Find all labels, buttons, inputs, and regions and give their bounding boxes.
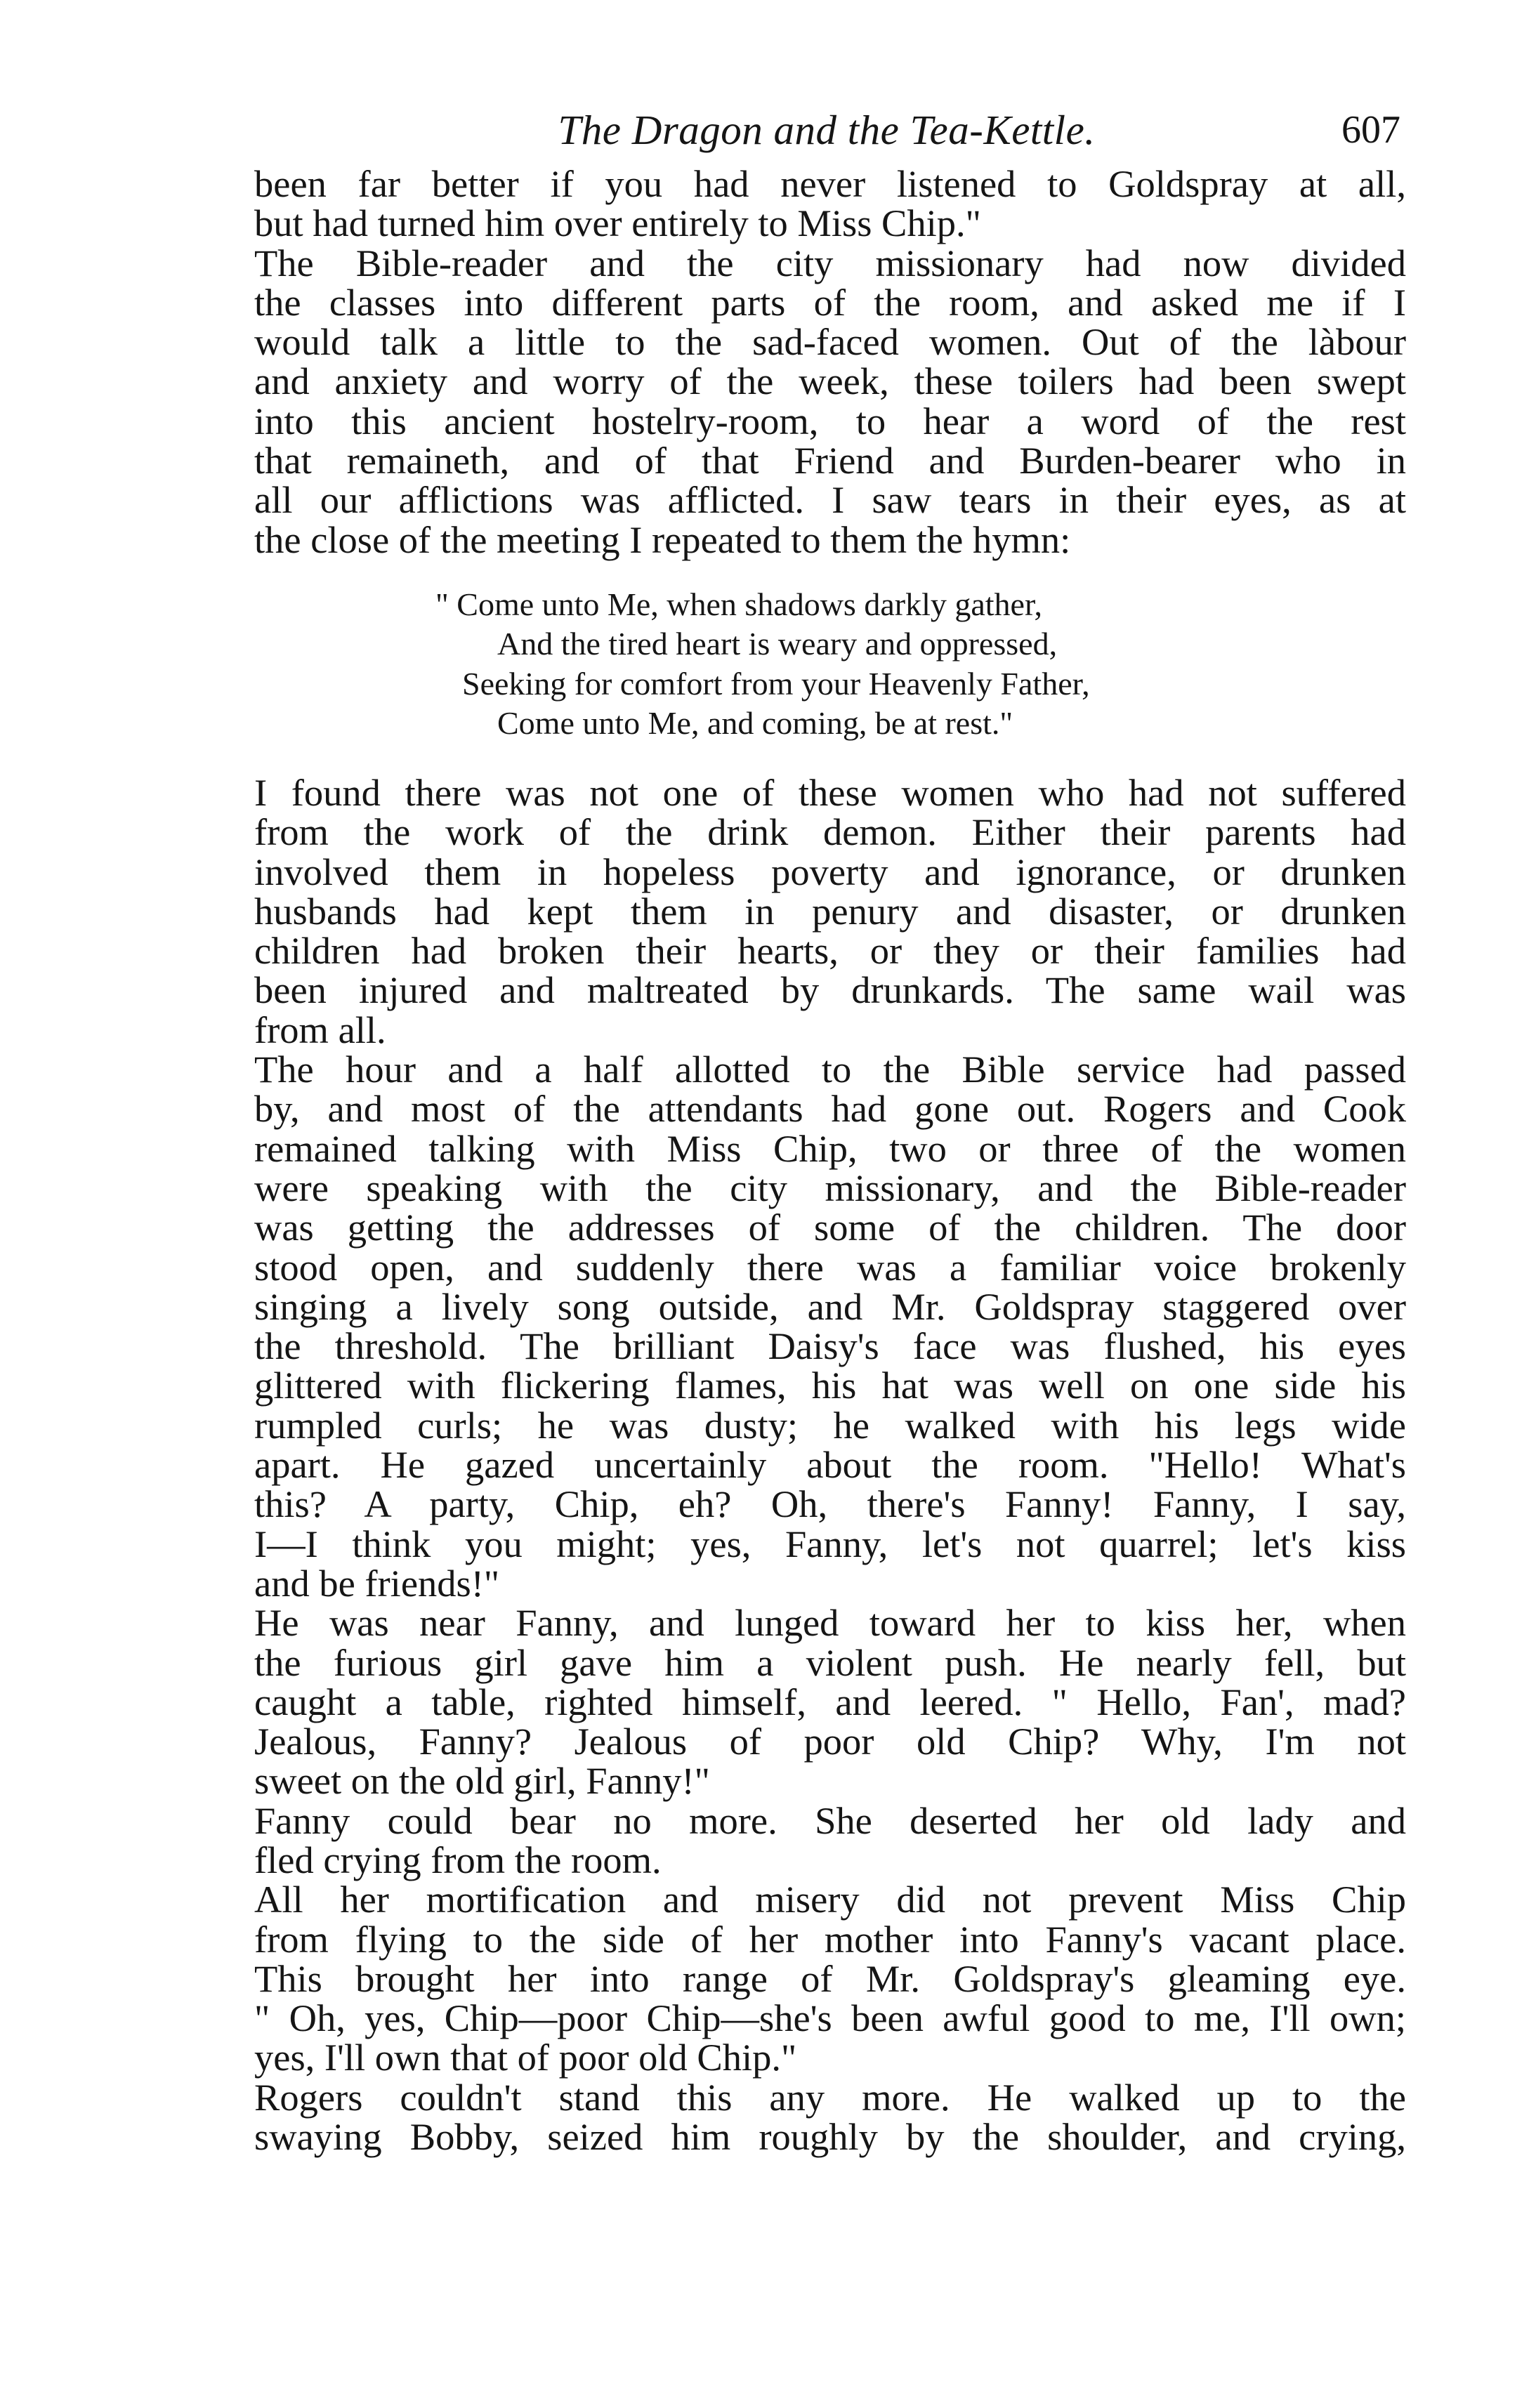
text-line: Fanny could bear no more. She deserted her old lady and [254,1798,1406,1842]
text-line: sweet on the old girl, Fanny!" [254,1759,710,1803]
text-line: was getting the addresses of some of the children. The door [254,1206,1406,1249]
text-line: The hour and a half allotted to the Bible service had passed [254,1048,1406,1091]
text-line: children had broken their hearts, or they or their families had [254,929,1406,973]
paragraph [254,1050,1406,1603]
text-line: involved them in hopeless poverty and ignorance, or drunken [254,850,1406,893]
running-title: The Dragon and the Tea-Kettle. [558,107,1096,153]
text-line: by, and most of the attendants had gone out. Rogers and Cook [254,1087,1406,1131]
paragraph [254,164,1406,244]
text-line: and anxiety and worry of the week, these toilers had been swept [254,360,1406,403]
text-line: from all. [254,1008,386,1051]
page-number: 607 [1341,108,1400,152]
text-line: apart. He gazed uncertainly about the room. "Hello! What's [254,1443,1406,1487]
text-line: singing a lively song outside, and Mr. Goldspray staggered over [254,1284,1406,1328]
text-line: husbands had kept them in penury and disaster, or drunken [254,889,1406,933]
text-line: " Oh, yes, Chip—poor Chip—she's been awful good to me, I'll own; [254,1996,1406,2040]
text-line: from the work of the drink demon. Either their parents had [254,810,1406,854]
text-line: Jealous, Fanny? Jealous of poor old Chip? Why, I'm not [254,1720,1406,1763]
text-line: the furious girl gave him a violent push. He nearly fell, but [254,1640,1406,1684]
text-line: been far better if you had never listened to Goldspray at all, [254,162,1406,205]
text-line: were speaking with the city missionary, and the Bible-reader [254,1166,1406,1209]
text-line: the classes into different parts of the room, and asked me if I [254,280,1406,324]
text-line: remained talking with Miss Chip, two or three of the women [254,1126,1406,1170]
text-line: and be friends!" [254,1561,500,1605]
text-line: that remaineth, and of that Friend and Burden-bearer who in [254,439,1406,482]
text-line: from flying to the side of her mother into Fanny's vacant place. [254,1917,1406,1961]
text-line: glittered with flickering flames, his hat was well on one side his [254,1364,1406,1407]
hymn-quote [254,585,1406,744]
text-line: the close of the meeting I repeated to them the hymn: [254,518,1071,561]
page-header [254,105,1406,164]
paragraph [254,1880,1406,2077]
text-line: into this ancient hostelry-room, to hear a word of the rest [254,399,1406,442]
hymn-line: Come unto Me, and coming, be at rest." [497,705,1013,742]
text-line: I found there was not one of these women who had not suffered [254,770,1406,814]
text-line: all our afflictions was afflicted. I saw tears in their eyes, as at [254,478,1406,522]
paragraph [254,1798,1406,1881]
text-line: rumpled curls; he was dusty; he walked with his legs wide [254,1403,1406,1447]
hymn-line: " Come unto Me, when shadows darkly gather, [435,586,1042,622]
text-line: yes, I'll own that of poor old Chip." [254,2036,797,2079]
text-line: Rogers couldn't stand this any more. He walked up to the [254,2075,1406,2119]
paragraph [254,2075,1406,2159]
text-line: fled crying from the room. [254,1838,662,1881]
text-line: the threshold. The brilliant Daisy's face was flushed, his eyes [254,1324,1406,1368]
text-line: but had turned him over entirely to Miss Chip." [254,202,981,245]
text-line: been injured and maltreated by drunkards. The same wail was [254,968,1406,1012]
hymn-line: And the tired heart is weary and oppressed, [497,626,1058,662]
text-line: this? A party, Chip, eh? Oh, there's Fanny! Fanny, I say, [254,1482,1406,1526]
paragraph [254,1603,1406,1801]
text-line: He was near Fanny, and lunged toward her to kiss her, when [254,1601,1406,1645]
text-line: All her mortification and misery did not prevent Miss Chip [254,1878,1406,1921]
text-line: The Bible-reader and the city missionary had now divided [254,241,1406,284]
text-line: swaying Bobby, seized him roughly by the shoulder, and crying, [254,2115,1406,2159]
paragraph [254,241,1406,561]
hymn-line: Seeking for comfort from your Heavenly Father, [462,665,1090,702]
text-line: I—I think you might; yes, Fanny, let's not quarrel; let's kiss [254,1522,1406,1565]
book-page [254,105,1406,2157]
paragraph [254,770,1406,1051]
text-line: would talk a little to the sad-faced women. Out of the làbour [254,320,1406,364]
text-line: This brought her into range of Mr. Goldspray's gleaming eye. [254,1956,1406,2000]
text-line: caught a table, righted himself, and leered. " Hello, Fan', mad? [254,1680,1406,1723]
text-line: stood open, and suddenly there was a familiar voice brokenly [254,1245,1406,1289]
